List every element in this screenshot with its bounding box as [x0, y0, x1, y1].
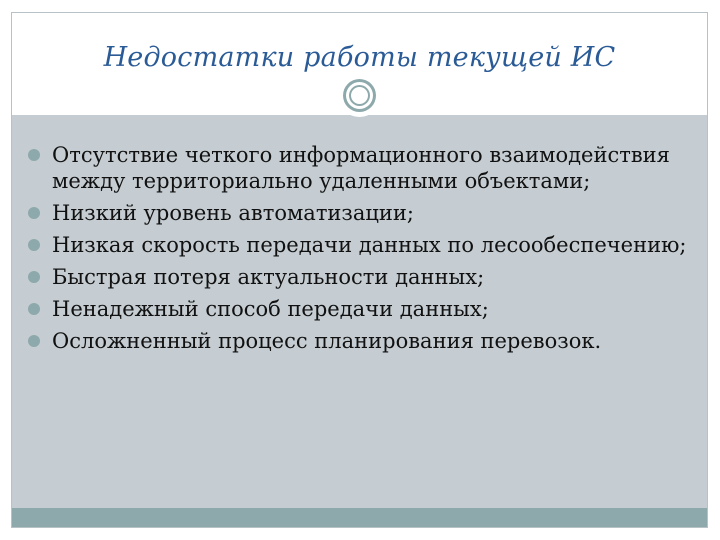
bullet-dot-icon: [28, 149, 40, 161]
list-item: [19, 232, 699, 258]
list-item: [19, 296, 699, 322]
bullet-text: Ненадежный способ передачи данных;: [52, 297, 489, 321]
bullet-dot-icon: [28, 303, 40, 315]
bullet-text: Отсутствие четкого информационного взаимодействия между территориально удаленными объектами;: [52, 143, 670, 193]
bullet-text: Низкий уровень автоматизации;: [52, 201, 414, 225]
bullet-dot-icon: [28, 239, 40, 251]
bullet-dot-icon: [28, 335, 40, 347]
bullet-text: Осложненный процесс планирования перевозок.: [52, 329, 602, 353]
list-item: [19, 264, 699, 290]
footer-bar: [12, 508, 707, 527]
bullet-dot-icon: [28, 207, 40, 219]
slide-title: Недостатки работы текущей ИС: [103, 42, 616, 73]
list-item: [19, 200, 699, 226]
bullet-dot-icon: [28, 271, 40, 283]
list-item: [19, 328, 699, 354]
bullet-text: Низкая скорость передачи данных по лесообеспечению;: [52, 233, 687, 257]
ring-ornament-icon: [338, 74, 381, 117]
list-item: [19, 142, 699, 194]
bullet-text: Быстрая потеря актуальности данных;: [52, 265, 485, 289]
bullet-list: [19, 142, 699, 360]
